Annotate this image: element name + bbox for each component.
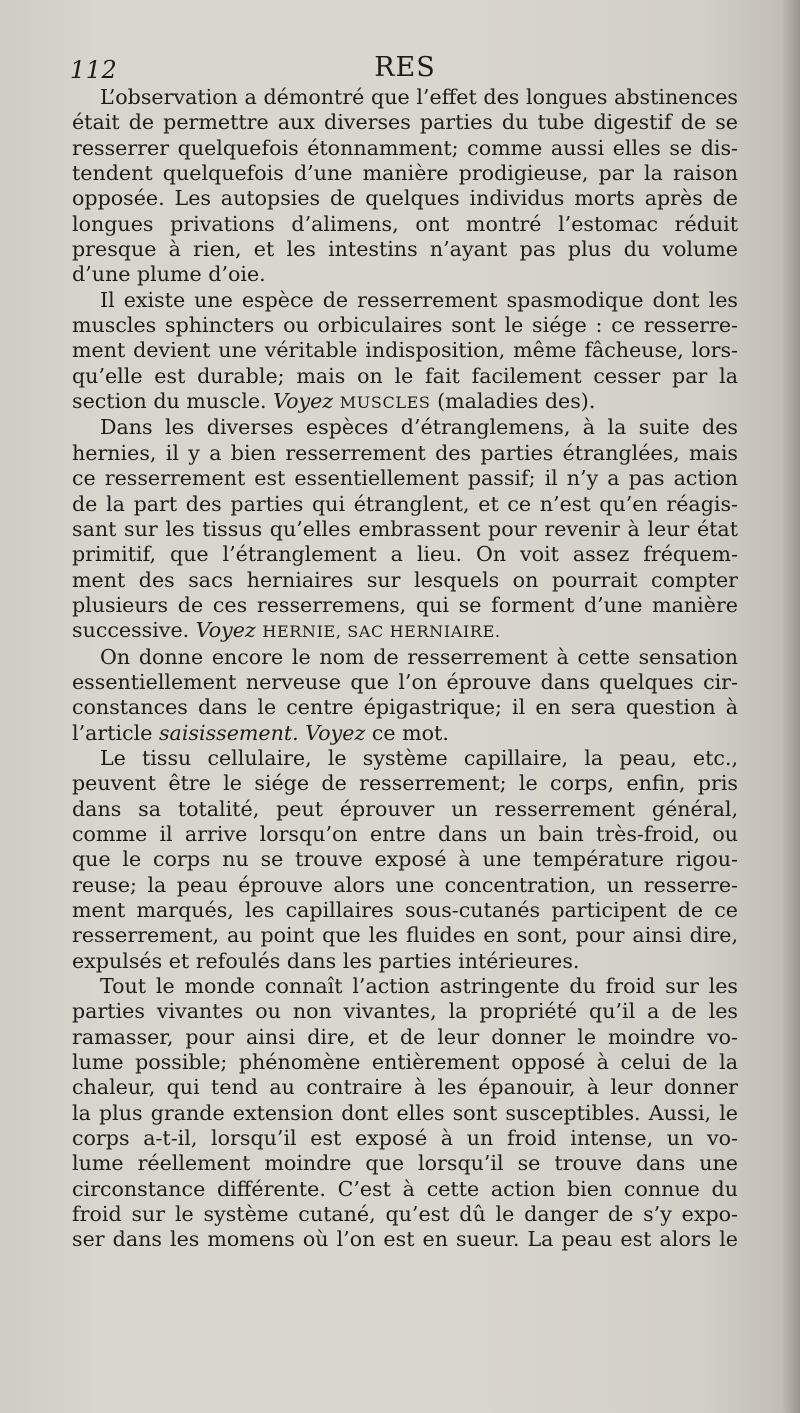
text-line: On donne encore le nom de resserrement à cette sensation — [100, 644, 738, 669]
text-line: plusieurs de ces resserremens, qui se forment d’une manière — [72, 592, 738, 617]
text-line: ramasser, pour ainsi dire, et de leur donner le moindre vo- — [72, 1024, 738, 1049]
text-line: peuvent être le siége de resserrement; le corps, enfin, pris — [72, 771, 738, 796]
paragraph — [72, 974, 738, 1253]
text-line: Tout le monde connaît l’action astringente du froid sur les — [100, 974, 738, 999]
text-line: section du muscle. Voyez MUSCLES (maladies des). — [72, 389, 596, 414]
text-line: qu’elle est durable; mais on le fait facilement cesser par la — [72, 363, 738, 388]
body-text — [72, 85, 738, 1253]
paragraph — [72, 85, 738, 288]
text-line: primitif, que l’étranglement a lieu. On voit assez fréquem- — [72, 542, 738, 567]
page-number: 112 — [70, 56, 118, 84]
text-line: ment marqués, les capillaires sous-cutanés participent de ce — [72, 898, 738, 922]
text-line: parties vivantes ou non vivantes, la propriété qu’il a de les — [72, 999, 738, 1024]
text-line: resserrement, au point que les fluides en sont, pour ainsi dire, — [72, 923, 738, 948]
text-line: comme il arrive lorsqu’on entre dans un bain très-froid, ou — [72, 821, 738, 846]
paragraph — [72, 645, 738, 746]
text-line: expulsés et refoulés dans les parties intérieures. — [72, 948, 580, 973]
text-line: d’une plume d’oie. — [72, 262, 266, 287]
text-line: resserrer quelquefois étonnamment; comme aussi elles se dis- — [72, 135, 738, 160]
text-line: Il existe une espèce de resserrement spasmodique dont les — [100, 287, 738, 312]
text-line: l’article saisissement. Voyez ce mot. — [72, 720, 449, 745]
text-line: ce resserrement est essentiellement passif; il n’y a pas action — [72, 466, 738, 491]
text-line: froid sur le système cutané, qu’est dû le danger de s’y expo- — [72, 1202, 738, 1227]
text-line: dans sa totalité, peut éprouver un resserrement général, — [72, 796, 738, 821]
text-line: successive. Voyez HERNIE, SAC HERNIAIRE. — [72, 618, 501, 643]
text-line: lume possible; phénomène entièrement opposé à celui de la — [72, 1050, 738, 1075]
text-line: de la part des parties qui étranglent, et ce n’est qu’en réagis- — [72, 491, 738, 516]
text-line: hernies, il y a bien resserrement des parties étranglées, mais — [72, 440, 738, 465]
text-line: longues privations d’alimens, ont montré l’estomac réduit — [72, 211, 738, 236]
running-head: RES — [374, 52, 436, 83]
text-line: constances dans le centre épigastrique; il en sera question à — [72, 695, 738, 720]
text-line: lume réellement moindre que lorsqu’il se trouve dans une — [72, 1151, 738, 1176]
text-line: chaleur, qui tend au contraire à les épanouir, à leur donner — [72, 1075, 738, 1100]
page-header — [70, 48, 740, 88]
text-line: reuse; la peau éprouve alors une concentration, un resserre- — [72, 872, 738, 897]
text-line: corps a-t-il, lorsqu’il est exposé à un froid intense, un vo- — [72, 1126, 738, 1151]
text-line: ment des sacs herniaires sur lesquels on pourrait compter — [72, 567, 738, 592]
text-line: ment devient une véritable indisposition, même fâcheuse, lors- — [72, 338, 738, 363]
text-line: Dans les diverses espèces d’étranglemens, à la suite des — [100, 415, 738, 440]
text-line: sant sur les tissus qu’elles embrassent pour revenir à leur état — [72, 516, 738, 541]
text-line: essentiellement nerveuse que l’on éprouve dans quelques cir- — [72, 669, 738, 694]
text-line: tendent quelquefois d’une manière prodigieuse, par la raison — [72, 161, 738, 186]
text-line: L’observation a démontré que l’effet des longues abstinences — [100, 85, 738, 109]
text-line: opposée. Les autopsies de quelques individus morts après de — [72, 186, 738, 211]
text-line: était de permettre aux diverses parties du tube digestif de se — [72, 110, 738, 135]
paragraph — [72, 415, 738, 644]
text-line: ser dans les momens où l’on est en sueur. La peau est alors le — [72, 1227, 738, 1252]
paragraph — [72, 288, 738, 416]
text-line: que le corps nu se trouve exposé à une température rigou- — [72, 847, 738, 872]
text-line: muscles sphincters ou orbiculaires sont le siége : ce resserre- — [72, 313, 738, 338]
text-line: la plus grande extension dont elles sont susceptibles. Aussi, le — [72, 1100, 738, 1125]
text-line: presque à rien, et les intestins n’ayant pas plus du volume — [72, 237, 738, 262]
text-line: Le tissu cellulaire, le système capillaire, la peau, etc., — [100, 745, 738, 770]
text-line: circonstance différente. C’est à cette action bien connue du — [72, 1176, 738, 1201]
paragraph — [72, 746, 738, 974]
